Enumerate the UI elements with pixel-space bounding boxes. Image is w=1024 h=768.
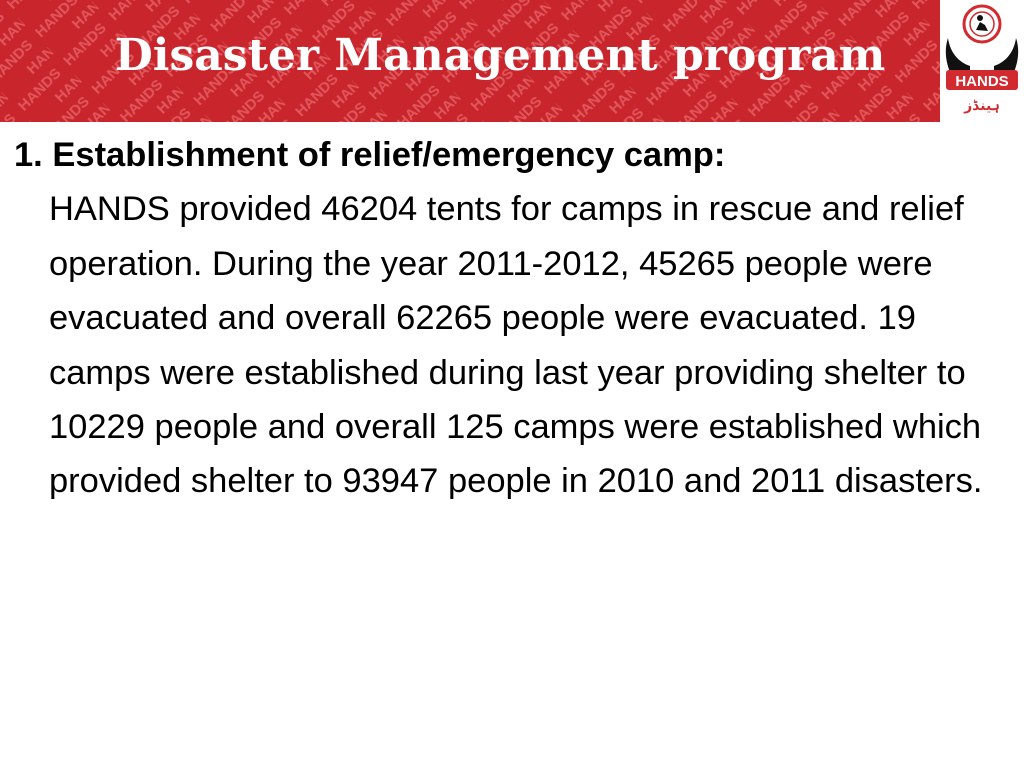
hands-logo [940,0,1024,122]
item-heading-text: Establishment of relief/emergency camp: [52,136,726,174]
logo-urdu-text: ہینڈز [964,98,1000,114]
slide-title: Disaster Management program [114,30,886,81]
logo-text: HANDS [955,73,1009,90]
item-heading [14,128,1004,182]
item-number: 1. [14,136,43,174]
slide-body [14,128,1004,509]
item-paragraph: HANDS provided 46204 tents for camps in rescue and relief operation. During the year 2011-2012, 45265 people were evacuated and overall 62265 people were evacuated. 19 camps were established during last year providing shelter to 10229 people and overall 125 camps were established which provided shelter to 93947 people in 2010 and 2011 disasters. [49,190,983,501]
title-banner [0,0,1024,122]
